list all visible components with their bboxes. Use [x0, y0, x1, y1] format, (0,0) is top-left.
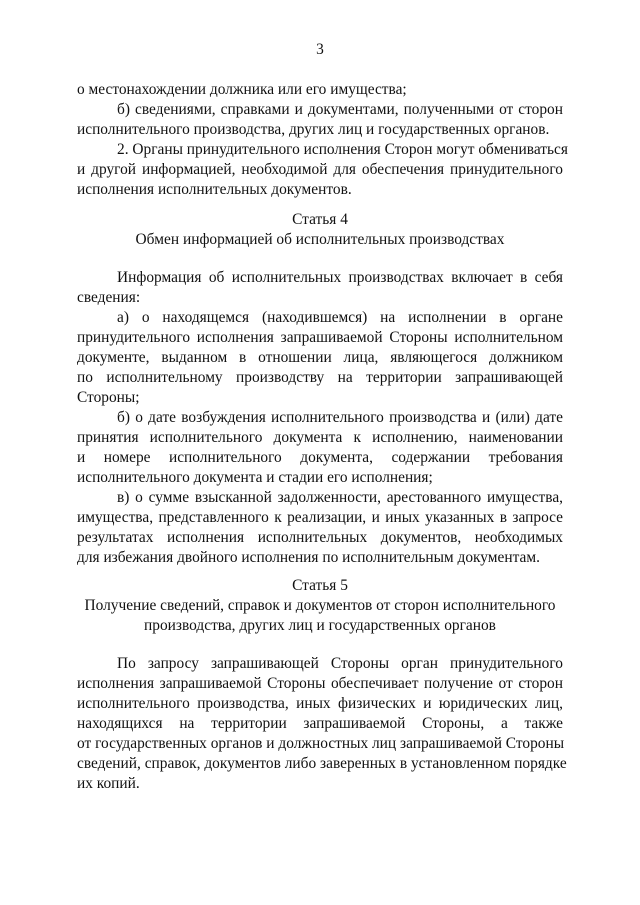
text-line: сведения: — [77, 289, 141, 306]
text-line: исполнения запрашиваемой Стороны обеспечивает получение от сторон — [77, 675, 563, 692]
text-line: а) о находящемся (находившемся) на исполнении в органе — [117, 309, 563, 326]
text-line: от государственных органов и должностных лиц запрашиваемой Стороны — [77, 735, 565, 752]
text-line: исполнительного производства, иных физических и юридических лиц, — [77, 695, 563, 712]
text-line: имущества, представленного к реализации, и иных указанных в запросе — [77, 509, 563, 526]
text-line: принятия исполнительного документа к исполнению, наименовании — [77, 429, 563, 446]
text-line: результатах исполнения исполнительных документов, необходимых — [77, 529, 563, 546]
text-line: исполнительного производства, других лиц и государственных органов. — [77, 121, 550, 138]
text-line: исполнительного документа и стадии его исполнения; — [77, 469, 433, 486]
article-5-title-line-2: производства, других лиц и государственных органов — [144, 617, 496, 634]
text-line: по исполнительному производству на территории запрашивающей — [77, 369, 563, 386]
text-line: в) о сумме взысканной задолженности, арестованного имущества, — [117, 489, 563, 506]
text-line: документе, выданном в отношении лица, являющегося должником — [77, 349, 563, 366]
text-line: Стороны; — [77, 389, 140, 406]
article-4-title: Обмен информацией об исполнительных производствах — [135, 231, 505, 248]
text-line: их копий. — [77, 775, 140, 792]
text-line: исполнения исполнительных документов. — [77, 181, 352, 198]
text-line: 2. Органы принудительного исполнения Сторон могут обмениваться — [117, 141, 568, 158]
text-line: сведений, справок, документов либо заверенных в установленном порядке — [77, 755, 567, 772]
text-line: принудительного исполнения запрашиваемой Стороны исполнительном — [77, 329, 563, 346]
text-line: б) о дате возбуждения исполнительного производства и (или) дате — [117, 409, 563, 426]
text-line: б) сведениями, справками и документами, полученными от сторон — [117, 101, 563, 118]
text-line: для избежания двойного исполнения по исполнительным документам. — [77, 549, 540, 566]
page-number: 3 — [316, 41, 324, 58]
text-line: и номере исполнительного документа, содержании требования — [77, 449, 563, 466]
article-5-heading: Статья 5 — [292, 577, 348, 594]
text-line: находящихся на территории запрашиваемой Стороны, а также — [77, 715, 563, 732]
text-line: По запросу запрашивающей Стороны орган принудительного — [117, 655, 563, 672]
text-line: и другой информацией, необходимой для обеспечения принудительного — [77, 161, 563, 178]
text-line: Информация об исполнительных производствах включает в себя — [117, 269, 563, 286]
text-line: о местонахождении должника или его имущества; — [77, 81, 407, 98]
article-4-heading: Статья 4 — [292, 211, 348, 228]
article-5-title-line-1: Получение сведений, справок и документов от сторон исполнительного — [84, 597, 556, 614]
